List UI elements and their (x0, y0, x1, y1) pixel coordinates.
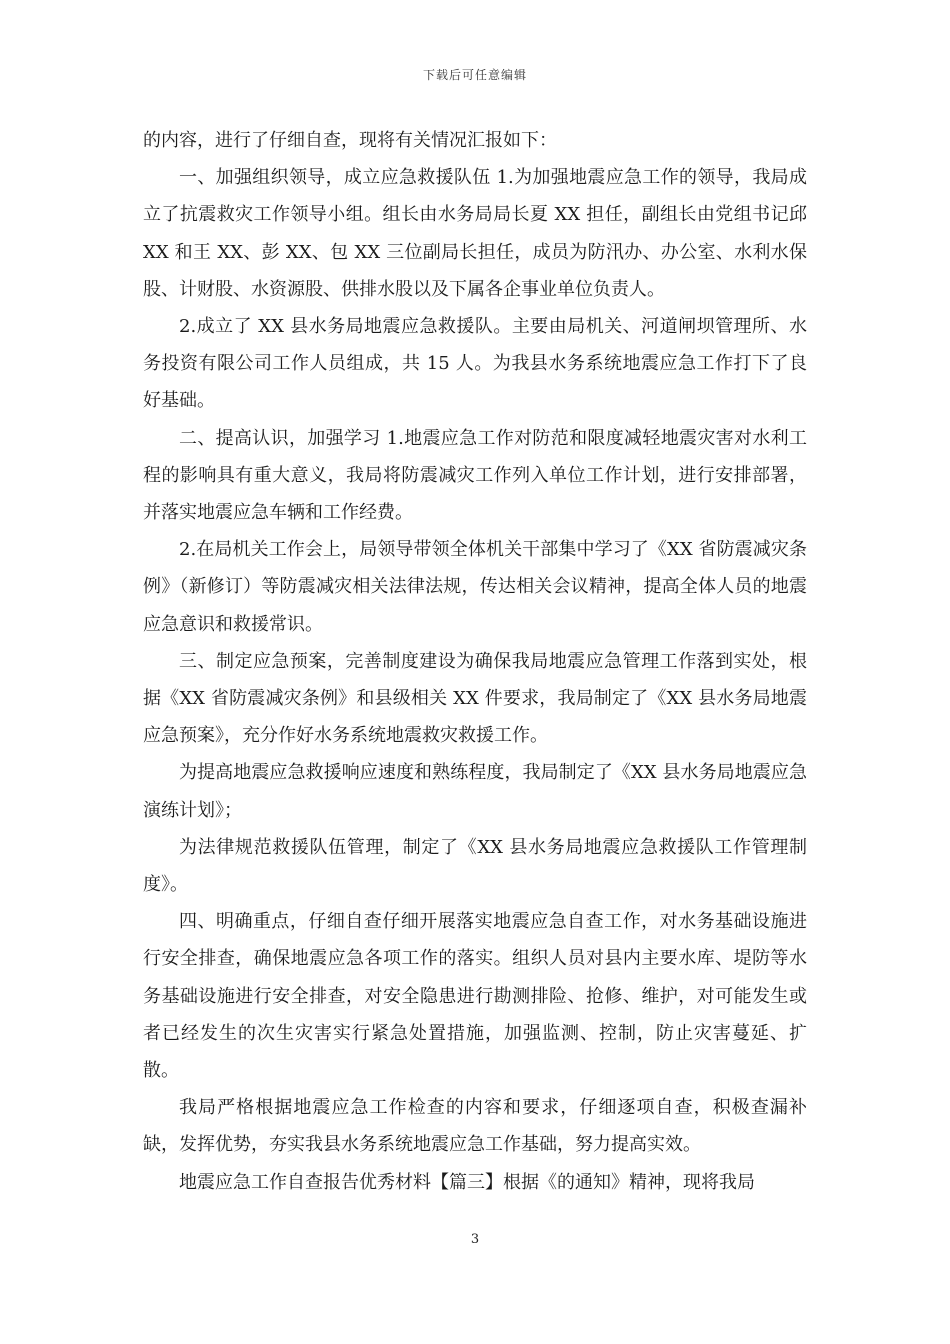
document-body (143, 122, 807, 1201)
paragraph-1: 的内容，进行了仔细自查，现将有关情况汇报如下： (143, 130, 557, 151)
paragraph-10: 我局严格根据地震应急工作检查的内容和要求，仔细逐项自查，积极查漏补缺，发挥优势，夯实我县水务系统地震应急工作基础，努力提高实效。 (143, 1097, 807, 1156)
paragraph-4: 二、提高认识，加强学习 1.地震应急工作对防范和限度减轻地震灾害对水利工程的影响具有重大意义，我局将防震减灾工作列入单位工作计划，进行安排部署，并落实地震应急车辆和工作经费。 (143, 427, 807, 524)
paragraph-7: 为提高地震应急救援响应速度和熟练程度，我局制定了《XX 县水务局地震应急演练计划》； (143, 762, 807, 821)
paragraph-9: 四、明确重点，仔细自查仔细开展落实地震应急自查工作，对水务基础设施进行安全排查，确保地震应急各项工作的落实。组织人员对县内主要水库、堤防等水务基础设施进行安全排查，对安全隐患进行勘测排险、抢修、维护，对可能发生或者已经发生的次生灾害实行紧急处置措施，加强监测、控制，防止灾害蔓延、扩散。 (143, 911, 807, 1082)
paragraph-2: 一、加强组织领导，成立应急救援队伍 1.为加强地震应急工作的领导，我局成立了抗震救灾工作领导小组。组长由水务局局长夏 XX 担任，副组长由党组书记邱 XX 和王 XX、彭 XX、包 XX 三位副局长担任，成员为防汛办、办公室、水利水保股、计财股、水资源股、供排水股以及下属各企事业单位负责人。 (143, 167, 807, 300)
paragraph-5: 2.在局机关工作会上，局领导带领全体机关干部集中学习了《XX 省防震减灾条例》（新修订）等防震减灾相关法律法规，传达相关会议精神，提高全体人员的地震应急意识和救援常识。 (143, 539, 807, 635)
paragraph-3: 2.成立了 XX 县水务局地震应急救援队。主要由局机关、河道闸坝管理所、水务投资有限公司工作人员组成，共 15 人。为我县水务系统地震应急工作打下了良好基础。 (143, 316, 807, 412)
paragraph-8: 为法律规范救援队伍管理，制定了《XX 县水务局地震应急救援队工作管理制度》。 (143, 836, 807, 896)
page-number: 3 (470, 1232, 480, 1247)
page-header: 下载后可任意编辑 (422, 68, 527, 82)
paragraph-6: 三、制定应急预案，完善制度建设为确保我局地震应急管理工作落到实处，根据《XX 省防震减灾条例》和县级相关 XX 件要求，我局制定了《XX 县水务局地震应急预案》，充分作好水务系统地震救灾救援工作。 (143, 650, 807, 747)
paragraph-11: 地震应急工作自查报告优秀材料【篇三】根据《的通知》精神，现将我局 (179, 1171, 755, 1193)
